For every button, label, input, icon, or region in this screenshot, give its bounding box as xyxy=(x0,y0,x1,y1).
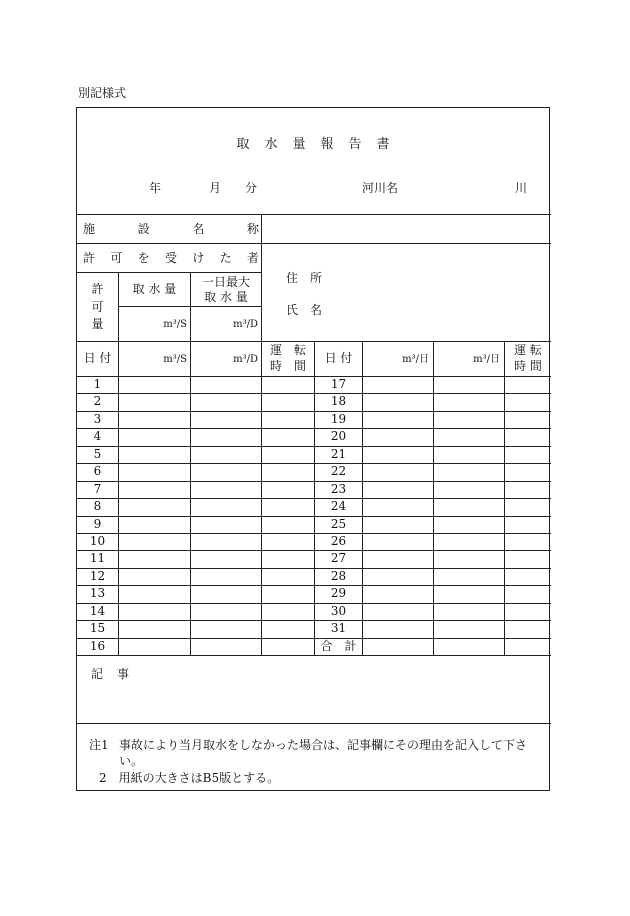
day-number-left: 7 xyxy=(93,481,102,496)
day-number-right: 26 xyxy=(330,533,347,548)
day-number-right: 21 xyxy=(330,446,347,461)
permit-amount-label: 許 可 量 xyxy=(91,282,104,332)
unit-d-header: m³/D xyxy=(233,353,258,365)
river-suffix-label: 川 xyxy=(515,181,528,195)
form-title: 取水量報告書 xyxy=(236,137,405,152)
day-number-left: 13 xyxy=(89,586,106,601)
day-number-left: 1 xyxy=(93,376,102,391)
name-field[interactable] xyxy=(317,293,547,323)
form-label: 別記様式 xyxy=(78,86,127,100)
day-number-right: 31 xyxy=(330,621,347,636)
facility-name-label: 施 設 名 称 xyxy=(83,222,259,237)
address-label: 住 所 xyxy=(286,271,323,285)
facility-name-field[interactable] xyxy=(263,216,549,243)
notes xyxy=(89,737,544,787)
op-time-header-left: 運 転 時 間 xyxy=(269,343,306,373)
day-number-left: 5 xyxy=(93,446,102,461)
day-number-left: 14 xyxy=(89,603,106,618)
day-number-right: 17 xyxy=(330,376,347,391)
note-1-text: 事故により当月取水をしなかった場合は、記事欄にその理由を記入して下さい。 xyxy=(119,738,528,769)
permit-unit-d: m³/D xyxy=(233,318,258,330)
intake-label: 取 水 量 xyxy=(132,282,177,297)
day-number-right: 18 xyxy=(330,394,347,409)
day-number-left: 8 xyxy=(93,499,102,514)
day-number-left: 6 xyxy=(93,464,102,479)
op-time-header-right: 運 転 時 間 xyxy=(514,343,542,373)
unit-s-header: m³/S xyxy=(163,353,187,365)
day-number-left: 3 xyxy=(93,411,102,426)
note-1 xyxy=(89,737,544,769)
remarks-field[interactable] xyxy=(79,683,549,721)
day-number-left: 11 xyxy=(89,551,106,566)
day-number-right: 28 xyxy=(330,568,347,583)
date-header-left: 日 付 xyxy=(83,351,112,366)
day-number-left: 10 xyxy=(89,533,106,548)
day-number-right: 19 xyxy=(330,411,347,426)
unit-day-header-2: m³/日 xyxy=(473,353,500,365)
day-number-right: 30 xyxy=(330,603,347,618)
day-number-left: 9 xyxy=(93,516,102,531)
report-form xyxy=(76,107,550,791)
day-number-right: 29 xyxy=(330,586,347,601)
day-number-left: 15 xyxy=(89,621,106,636)
address-field[interactable] xyxy=(317,258,547,288)
note-2: 2 用紙の大きさはB5版とする。 xyxy=(99,771,280,786)
minute-label: 分 xyxy=(245,181,258,195)
day-number-right: 27 xyxy=(330,551,347,566)
month-label: 月 xyxy=(209,181,222,195)
remarks-label: 記事 xyxy=(91,667,144,681)
day-number-left: 12 xyxy=(89,568,106,583)
day-number-right: 25 xyxy=(330,516,347,531)
note-1-number: 注1 xyxy=(89,738,109,752)
unit-day-header-1: m³/日 xyxy=(402,353,429,365)
day-number-right: 24 xyxy=(330,499,347,514)
total-label: 合 計 xyxy=(320,638,357,653)
permit-holder-label: 許 可 を 受 け た 者 xyxy=(83,251,259,266)
year-label: 年 xyxy=(149,181,162,195)
permit-unit-s: m³/S xyxy=(163,318,187,330)
day-number-right: 23 xyxy=(330,481,347,496)
day-number-left: 16 xyxy=(89,638,106,653)
date-header-right: 日 付 xyxy=(324,351,353,366)
day-number-left: 2 xyxy=(93,394,102,409)
day-number-right: 22 xyxy=(330,464,347,479)
name-label: 氏 名 xyxy=(286,303,323,317)
max-daily-label: 一日最大 取 水 量 xyxy=(201,275,250,304)
river-name-label: 河川名 xyxy=(362,181,399,195)
day-number-left: 4 xyxy=(93,429,102,444)
day-number-right: 20 xyxy=(330,429,347,444)
